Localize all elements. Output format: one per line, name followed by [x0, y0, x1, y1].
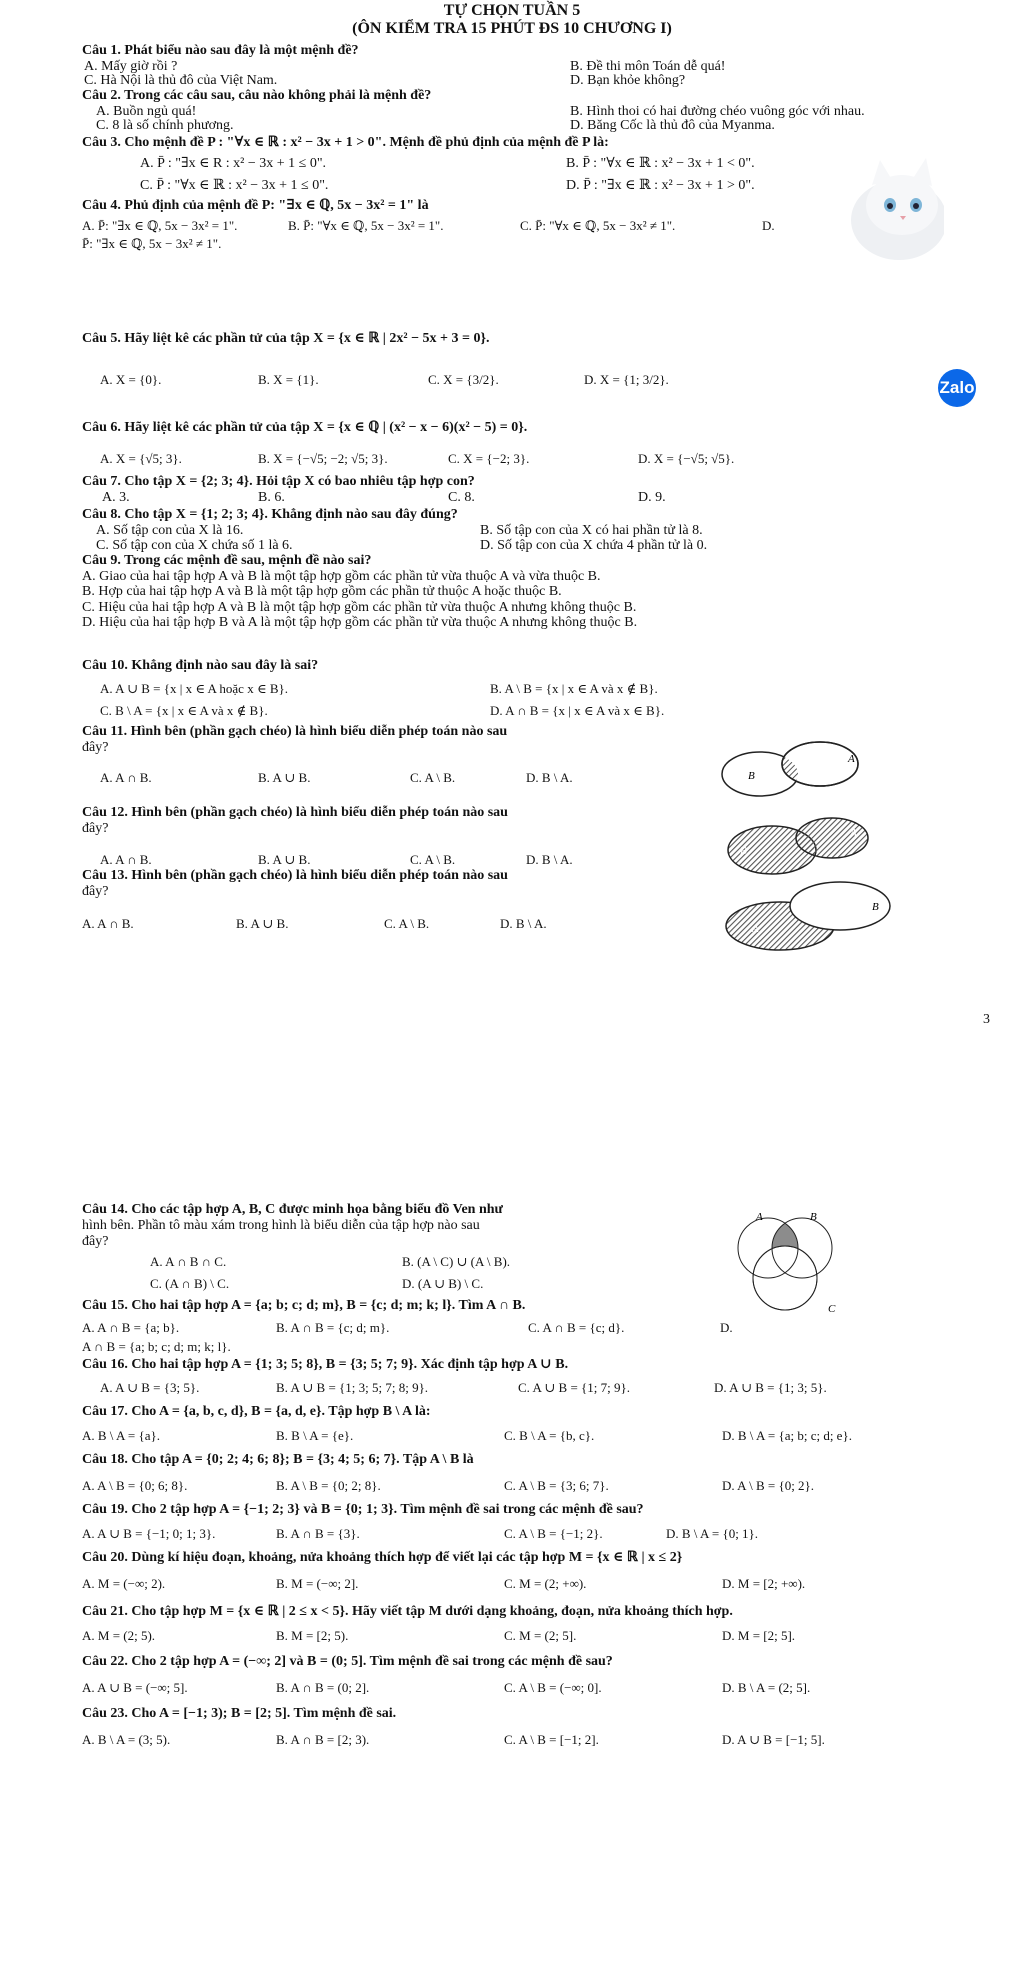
q13: Câu 13. Hình bên (phần gạch chéo) là hình biểu diễn phép toán nào sau: [82, 868, 508, 883]
page-number: 3: [983, 1012, 990, 1027]
venn-q11-label-a: A: [848, 753, 855, 765]
venn-q12-set-a: [796, 818, 868, 858]
q11-a: A. A ∩ B.: [100, 770, 152, 785]
q10-c: C. B \ A = {x | x ∈ A và x ∉ B}.: [100, 703, 268, 718]
q14-cont-2: đây?: [82, 1234, 109, 1249]
q16-d: D. A ∪ B = {1; 3; 5}.: [714, 1380, 827, 1395]
q6-c: C. X = {−2; 3}.: [448, 451, 530, 466]
q19-c: C. A \ B = {−1; 2}.: [504, 1526, 603, 1541]
venn-q11: [680, 732, 920, 802]
q6-d: D. X = {−√5; √5}.: [638, 451, 735, 466]
q16-a: A. A ∪ B = {3; 5}.: [100, 1380, 200, 1395]
q1-b: B. Đề thi môn Toán dễ quá!: [570, 59, 726, 74]
q20-b: B. M = (−∞; 2].: [276, 1576, 359, 1591]
q17: Câu 17. Cho A = {a, b, c, d}, B = {a, d, e}. Tập hợp B \ A là:: [82, 1404, 431, 1419]
q14-b: B. (A \ C) ∪ (A \ B).: [402, 1254, 511, 1269]
q12-b: B. A ∪ B.: [258, 852, 311, 867]
q6: Câu 6. Hãy liệt kê các phần tử của tập X = {x ∈ ℚ | (x² − x − 6)(x² − 5) = 0}.: [82, 420, 528, 435]
q1-a: A. Mấy giờ rồi ?: [84, 59, 178, 74]
q20-a: A. M = (−∞; 2).: [82, 1576, 166, 1591]
venn-q12-label-b: B: [740, 845, 747, 857]
q19-b: B. A ∩ B = {3}.: [276, 1526, 360, 1541]
cat-sticker: [844, 150, 944, 260]
zalo-button[interactable]: Zalo: [938, 369, 976, 407]
q1: Câu 1. Phát biểu nào sau đây là một mệnh đề?: [82, 43, 359, 58]
venn-q14: [720, 1208, 850, 1318]
title-1: TỰ CHỌN TUẦN 5: [443, 2, 581, 19]
q3-d: D. P̄ : "∃x ∈ ℝ : x² − 3x + 1 > 0".: [566, 178, 755, 193]
q14-a: A. A ∩ B ∩ C.: [150, 1254, 227, 1269]
q12-c: C. A \ B.: [410, 852, 456, 867]
q2-a: A. Buồn ngủ quá!: [96, 104, 197, 119]
q2: Câu 2. Trong các câu sau, câu nào không phải là mệnh đề?: [82, 88, 432, 103]
q22: Câu 22. Cho 2 tập hợp A = (−∞; 2] và B = (0; 5]. Tìm mệnh đề sai trong các mệnh đề sau?: [82, 1654, 613, 1669]
q17-c: C. B \ A = {b, c}.: [504, 1428, 595, 1443]
q8-b: B. Số tập con của X có hai phần tử là 8.: [480, 523, 703, 538]
q19: Câu 19. Cho 2 tập hợp A = {−1; 2; 3} và B = {0; 1; 3}. Tìm mệnh đề sai trong các mệnh đề sau?: [82, 1502, 644, 1517]
q21-a: A. M = (2; 5).: [82, 1628, 156, 1643]
q3-c: C. P̄ : "∀x ∈ ℝ : x² − 3x + 1 ≤ 0".: [140, 178, 329, 193]
q8: Câu 8. Cho tập X = {1; 2; 3; 4}. Khẳng định nào sau đây đúng?: [82, 507, 458, 522]
q9: Câu 9. Trong các mệnh đề sau, mệnh đề nào sai?: [82, 553, 372, 568]
q21: Câu 21. Cho tập hợp M = {x ∈ ℝ | 2 ≤ x < 5}. Hãy viết tập M dưới dạng khoảng, đoạn, nửa khoảng thích hợp.: [82, 1604, 733, 1619]
venn-q14-label-b: B: [810, 1211, 817, 1223]
q5-b: B. X = {1}.: [258, 372, 319, 387]
q14-cont-1: hình bên. Phần tô màu xám trong hình là biểu diễn của tập hợp nào sau: [82, 1218, 480, 1233]
q17-d: D. B \ A = {a; b; c; d; e}.: [722, 1428, 852, 1443]
q5: Câu 5. Hãy liệt kê các phần tử của tập X = {x ∈ ℝ | 2x² − 5x + 3 = 0}.: [82, 331, 490, 346]
q1-c: C. Hà Nội là thủ đô của Việt Nam.: [84, 73, 278, 88]
q23: Câu 23. Cho A = [−1; 3); B = [2; 5]. Tìm mệnh đề sai.: [82, 1706, 397, 1721]
q21-d: D. M = [2; 5].: [722, 1628, 796, 1643]
q2-c: C. 8 là số chính phương.: [96, 118, 234, 133]
q7-d: D. 9.: [638, 490, 666, 505]
q4-d-text: P̄: "∃x ∈ ℚ, 5x − 3x² ≠ 1".: [82, 236, 222, 251]
q15-c: C. A ∩ B = {c; d}.: [528, 1320, 625, 1335]
q4: Câu 4. Phủ định của mệnh đề P: "∃x ∈ ℚ, 5x − 3x² = 1" là: [82, 198, 429, 213]
q9-b: B. Hợp của hai tập hợp A và B là một tập hợp gồm các phần tử thuộc A hoặc thuộc B.: [82, 584, 562, 599]
q7: Câu 7. Cho tập X = {2; 3; 4}. Hỏi tập X có bao nhiêu tập hợp con?: [82, 474, 475, 489]
venn-q13-label-b: B: [872, 901, 879, 913]
venn-q11-label-b: B: [748, 770, 755, 782]
q3-a: A. P̄ : "∃x ∈ R : x² − 3x + 1 ≤ 0".: [140, 156, 327, 171]
q22-c: C. A \ B = (−∞; 0].: [504, 1680, 602, 1695]
venn-q12: [700, 808, 920, 878]
q23-b: B. A ∩ B = [2; 3).: [276, 1732, 370, 1747]
q5-c: C. X = {3/2}.: [428, 372, 499, 387]
q7-b: B. 6.: [258, 490, 285, 505]
q6-a: A. X = {√5; 3}.: [100, 451, 182, 466]
q2-b: B. Hình thoi có hai đường chéo vuông góc với nhau.: [570, 104, 865, 119]
q12-d: D. B \ A.: [526, 852, 573, 867]
q12-a: A. A ∩ B.: [100, 852, 152, 867]
q11: Câu 11. Hình bên (phần gạch chéo) là hình biểu diễn phép toán nào sau: [82, 724, 508, 739]
q13-b: B. A ∪ B.: [236, 916, 289, 931]
q20: Câu 20. Dùng kí hiệu đoạn, khoảng, nửa khoảng thích hợp để viết lại các tập hợp M = {x ∈ ℝ | x ≤ 2}: [82, 1550, 683, 1565]
q15-a: A. A ∩ B = {a; b}.: [82, 1320, 180, 1335]
q7-a: A. 3.: [102, 490, 130, 505]
q23-d: D. A ∪ B = [−1; 5].: [722, 1732, 825, 1747]
q11-b: B. A ∪ B.: [258, 770, 311, 785]
q16: Câu 16. Cho hai tập hợp A = {1; 3; 5; 8}, B = {3; 5; 7; 9}. Xác định tập hợp A ∪ B.: [82, 1357, 569, 1372]
q17-a: A. B \ A = {a}.: [82, 1428, 160, 1443]
q10-b: B. A \ B = {x | x ∈ A và x ∉ B}.: [490, 681, 658, 696]
q15-d: D.: [720, 1320, 733, 1335]
q9-a: A. Giao của hai tập hợp A và B là một tập hợp gồm các phần tử vừa thuộc A và vừa thuộc B.: [82, 569, 601, 584]
q10-a: A. A ∪ B = {x | x ∈ A hoặc x ∈ B}.: [100, 681, 288, 696]
q20-d: D. M = [2; +∞).: [722, 1576, 806, 1591]
q3-b: B. P̄ : "∀x ∈ ℝ : x² − 3x + 1 < 0".: [566, 156, 755, 171]
q18: Câu 18. Cho tập A = {0; 2; 4; 6; 8}; B = {3; 4; 5; 6; 7}. Tập A \ B là: [82, 1452, 474, 1467]
venn-q13-label-a: A: [752, 923, 759, 935]
title-2: (ÔN KIỂM TRA 15 PHÚT ĐS 10 CHƯƠNG I): [352, 20, 672, 37]
q7-c: C. 8.: [448, 490, 475, 505]
q15-d-text: A ∩ B = {a; b; c; d; m; k; l}.: [82, 1339, 231, 1354]
q19-a: A. A ∪ B = {−1; 0; 1; 3}.: [82, 1526, 216, 1541]
q22-d: D. B \ A = (2; 5].: [722, 1680, 811, 1695]
q12-cont: đây?: [82, 821, 109, 836]
q15: Câu 15. Cho hai tập hợp A = {a; b; c; d; m}, B = {c; d; m; k; l}. Tìm A ∩ B.: [82, 1298, 526, 1313]
q11-cont: đây?: [82, 740, 109, 755]
q11-d: D. B \ A.: [526, 770, 573, 785]
q5-a: A. X = {0}.: [100, 372, 162, 387]
q2-d: D. Băng Cốc là thủ đô của Myanma.: [570, 118, 775, 133]
q9-c: C. Hiệu của hai tập hợp A và B là một tập hợp gồm các phần tử vừa thuộc A nhưng không thuộc B.: [82, 600, 637, 615]
q18-c: C. A \ B = {3; 6; 7}.: [504, 1478, 609, 1493]
q22-a: A. A ∪ B = (−∞; 5].: [82, 1680, 188, 1695]
q11-c: C. A \ B.: [410, 770, 456, 785]
q1-d: D. Bạn khỏe không?: [570, 73, 686, 88]
q17-b: B. B \ A = {e}.: [276, 1428, 354, 1443]
q19-d: D. B \ A = {0; 1}.: [666, 1526, 759, 1541]
q13-d: D. B \ A.: [500, 916, 547, 931]
q4-a: A. P̄: "∃x ∈ ℚ, 5x − 3x² = 1".: [82, 218, 238, 233]
q21-c: C. M = (2; 5].: [504, 1628, 577, 1643]
q4-d: D.: [762, 218, 775, 233]
q3: Câu 3. Cho mệnh đề P : "∀x ∈ ℝ : x² − 3x + 1 > 0". Mệnh đề phủ định của mệnh đề P là:: [82, 135, 609, 150]
q18-b: B. A \ B = {0; 2; 8}.: [276, 1478, 381, 1493]
q18-a: A. A \ B = {0; 6; 8}.: [82, 1478, 188, 1493]
q4-c: C. P̄: "∀x ∈ ℚ, 5x − 3x² ≠ 1".: [520, 218, 676, 233]
q16-c: C. A ∪ B = {1; 7; 9}.: [518, 1380, 630, 1395]
q21-b: B. M = [2; 5).: [276, 1628, 349, 1643]
q20-c: C. M = (2; +∞).: [504, 1576, 587, 1591]
q8-d: D. Số tập con của X chứa 4 phần tử là 0.: [480, 538, 708, 553]
q8-a: A. Số tập con của X là 16.: [96, 523, 244, 538]
q9-d: D. Hiệu của hai tập hợp B và A là một tập hợp gồm các phần tử vừa thuộc A nhưng không thuộc B.: [82, 615, 638, 630]
q15-b: B. A ∩ B = {c; d; m}.: [276, 1320, 390, 1335]
q10-d: D. A ∩ B = {x | x ∈ A và x ∈ B}.: [490, 703, 665, 718]
q22-b: B. A ∩ B = (0; 2].: [276, 1680, 370, 1695]
venn-q14-label-a: A: [756, 1211, 763, 1223]
q18-d: D. A \ B = {0; 2}.: [722, 1478, 815, 1493]
q4-b: B. P̄: "∀x ∈ ℚ, 5x − 3x² = 1".: [288, 218, 444, 233]
q12: Câu 12. Hình bên (phần gạch chéo) là hình biểu diễn phép toán nào sau: [82, 805, 508, 820]
q8-c: C. Số tập con của X chứa số 1 là 6.: [96, 538, 293, 553]
venn-q13: [700, 876, 920, 956]
q10: Câu 10. Khẳng định nào sau đây là sai?: [82, 658, 319, 673]
q13-cont: đây?: [82, 884, 109, 899]
venn-q12-label-a: A: [850, 827, 857, 839]
q23-c: C. A \ B = [−1; 2].: [504, 1732, 599, 1747]
q16-b: B. A ∪ B = {1; 3; 5; 7; 8; 9}.: [276, 1380, 429, 1395]
q14-c: C. (A ∩ B) \ C.: [150, 1276, 230, 1291]
q14-d: D. (A ∪ B) \ C.: [402, 1276, 484, 1291]
q14: Câu 14. Cho các tập hợp A, B, C được minh họa bằng biểu đồ Ven như: [82, 1202, 503, 1217]
q13-a: A. A ∩ B.: [82, 916, 134, 931]
q6-b: B. X = {−√5; −2; √5; 3}.: [258, 451, 388, 466]
q13-c: C. A \ B.: [384, 916, 430, 931]
q23-a: A. B \ A = (3; 5).: [82, 1732, 171, 1747]
q5-d: D. X = {1; 3/2}.: [584, 372, 669, 387]
venn-q14-label-c: C: [828, 1303, 836, 1315]
